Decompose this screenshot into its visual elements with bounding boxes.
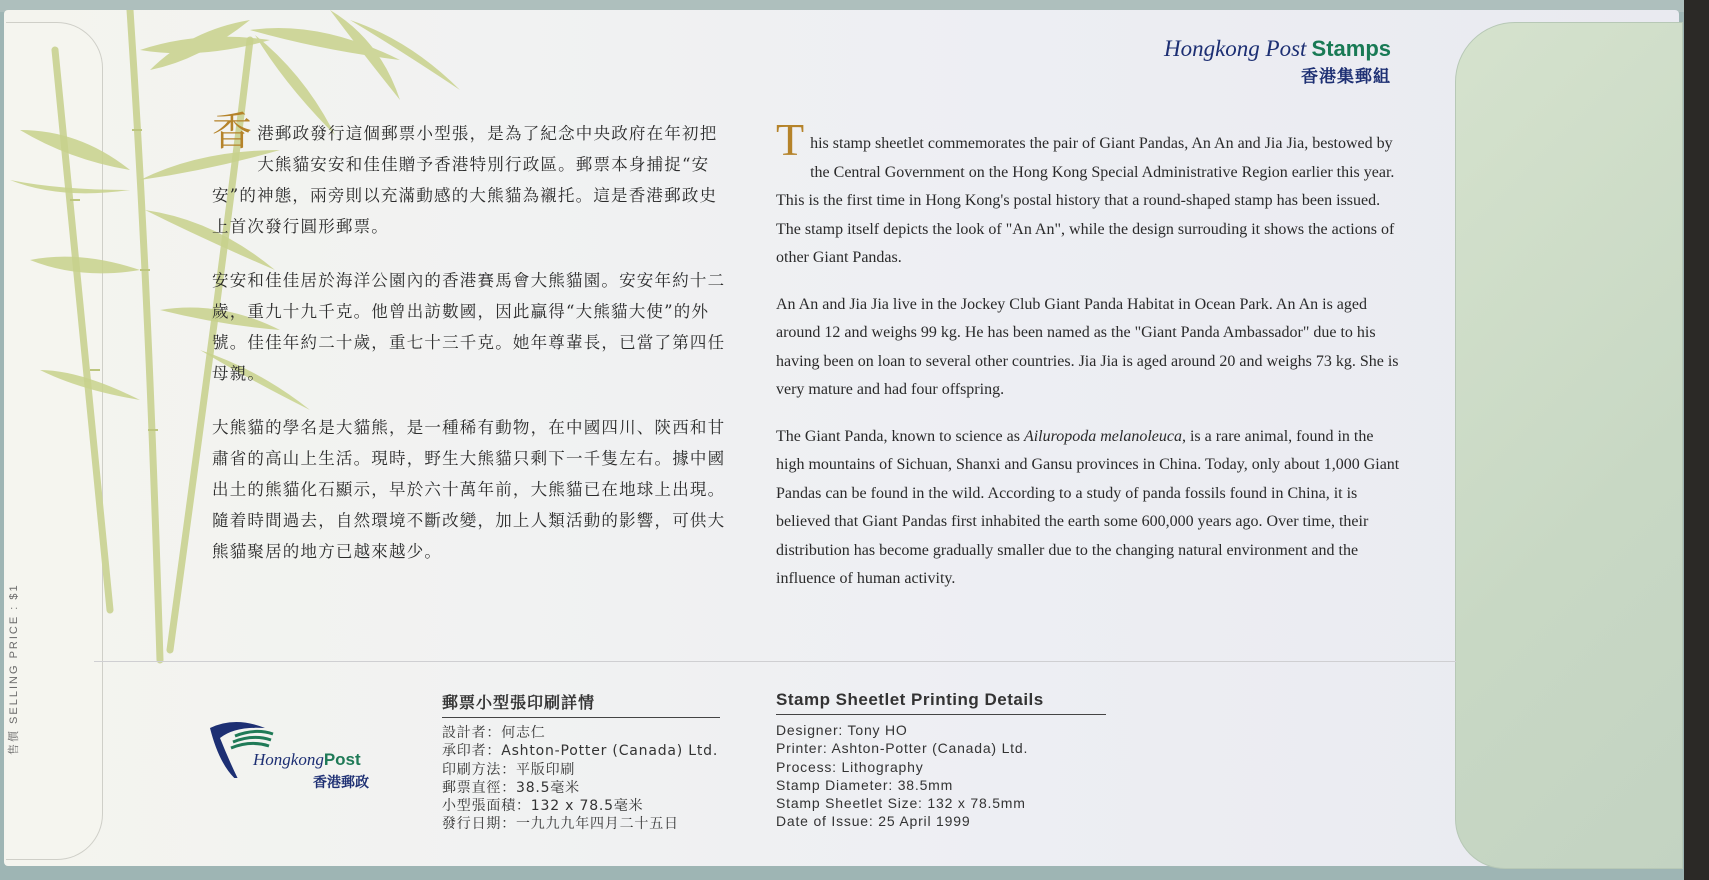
brand-name: Hongkong Post (1163, 36, 1307, 61)
details-zh-line: 承印者：Ashton-Potter (Canada) Ltd. (442, 743, 719, 760)
brand-name-zh: 香港集郵組 (1301, 67, 1391, 87)
zh-dropcap: 香 (212, 109, 254, 155)
details-en-line: Printer: Ashton-Potter (Canada) Ltd. (776, 740, 1029, 757)
en-paragraph-3-end: , is a rare animal, found in the high mountains of Sichuan, Shanxi and Gansu provinces in China. Today, only about 1,000 Giant Pandas can be found in the wild. According to a study of panda fossils found in China, it is believed that Giant Pandas first inhabited the earth some 600,000 years ago. Over time, their distribution has become gradually smaller due to the changing natural environment and the influence of human activity. (776, 427, 1400, 587)
details-zh-line: 設計者：何志仁 (442, 725, 546, 741)
en-paragraph-1-text: his stamp sheetlet commemorates the pair of Giant Pandas, An An and Jia Jia, bestowed by the Central Government on the Hong Kong Special Administrative Region earlier this year. This is the first time in Hong Kong's postal history that a round-shaped stamp has been issued. The stamp itself depicts the look of "An An", while the design surrouding it shows the actions of other Giant Pandas. (776, 135, 1395, 266)
scientific-name: Ailuropoda melanoleuca (1023, 427, 1182, 445)
en-dropcap: T (776, 114, 805, 165)
english-text (776, 114, 1402, 612)
brand-header (1164, 36, 1391, 87)
zh-paragraph-3: 大熊貓的學名是大貓熊，是一種稀有動物，在中國四川、陝西和甘肅省的高山上生活。現時，野生大熊貓只剩下一千隻左右。據中國出土的熊貓化石顯示，早於六十萬年前，大熊貓已在地球上出現。隨着時間過去，自然環境不斷改變，加上人類活動的影響，可供大熊貓聚居的地方已越來越少。 (212, 418, 726, 561)
en-paragraph-2: An An and Jia Jia live in the Jockey Club Giant Panda Habitat in Ocean Park. An An is aged around 12 and weighs 99 kg. He has been named as the "Giant Panda Ambassador" due to his having been on loan to several other countries. Jia Jia is aged around 20 and weighs 73 kg. She is very mature and had four offspring. (776, 295, 1399, 398)
details-zh-line: 發行日期：一九九九年四月二十五日 (442, 816, 679, 833)
table-edge (1684, 0, 1709, 880)
details-en-line: Stamp Diameter: 38.5mm (776, 776, 954, 793)
details-zh-line: 小型張面積：132 x 78.5毫米 (442, 798, 644, 815)
zh-paragraph-1-text: 港郵政發行這個郵票小型張，是為了紀念中央政府在年初把大熊貓安安和佳佳贈予香港特別行政區。郵票本身捕捉“安安”的神態，兩旁則以充滿動感的大熊貓為襯托。這是香港郵政史上首次發行圓形郵票。 (212, 124, 718, 236)
brand-stamps: Stamps (1311, 36, 1391, 61)
logo-name-zh: 香港郵政 (313, 775, 369, 791)
printing-details-zh (442, 690, 720, 834)
en-paragraph-3 (776, 423, 1402, 594)
details-zh-line: 郵票直徑：38.5毫米 (442, 779, 580, 796)
details-en-line: Designer: Tony HO (776, 722, 908, 738)
section-divider (94, 661, 1456, 662)
logo-name (253, 750, 361, 770)
zh-paragraph-2: 安安和佳佳居於海洋公園內的香港賽馬會大熊貓園。安安年約十二歲，重九十九千克。他曾出訪數國，因此贏得“大熊貓大使”的外號。佳佳年約二十歲，重七十三千克。她年尊輩長，已當了第四任母親。 (212, 271, 726, 383)
details-en-line: Date of Issue: 25 April 1999 (776, 813, 971, 830)
en-paragraph-3-start: The Giant Panda, known to science as (776, 427, 1024, 445)
selling-price: 售價 SELLING PRICE : $1 (8, 583, 20, 755)
logo-name-post: Post (323, 750, 361, 769)
hongkong-post-logo (205, 718, 390, 798)
chinese-text (212, 109, 732, 590)
details-en-title: Stamp Sheetlet Printing Details (776, 690, 1106, 715)
details-zh-title: 郵票小型張印刷詳情 (442, 690, 720, 718)
right-flap (1455, 22, 1683, 869)
details-zh-line: 印刷方法：平版印刷 (442, 761, 576, 778)
details-en-line: Stamp Sheetlet Size: 132 x 78.5mm (776, 795, 1026, 812)
en-paragraph-1 (776, 114, 1402, 273)
printing-details-en (776, 690, 1106, 831)
logo-name-hongkong: Hongkong (253, 750, 324, 769)
zh-paragraph-1 (212, 109, 732, 242)
details-en-line: Process: Lithography (776, 758, 924, 775)
